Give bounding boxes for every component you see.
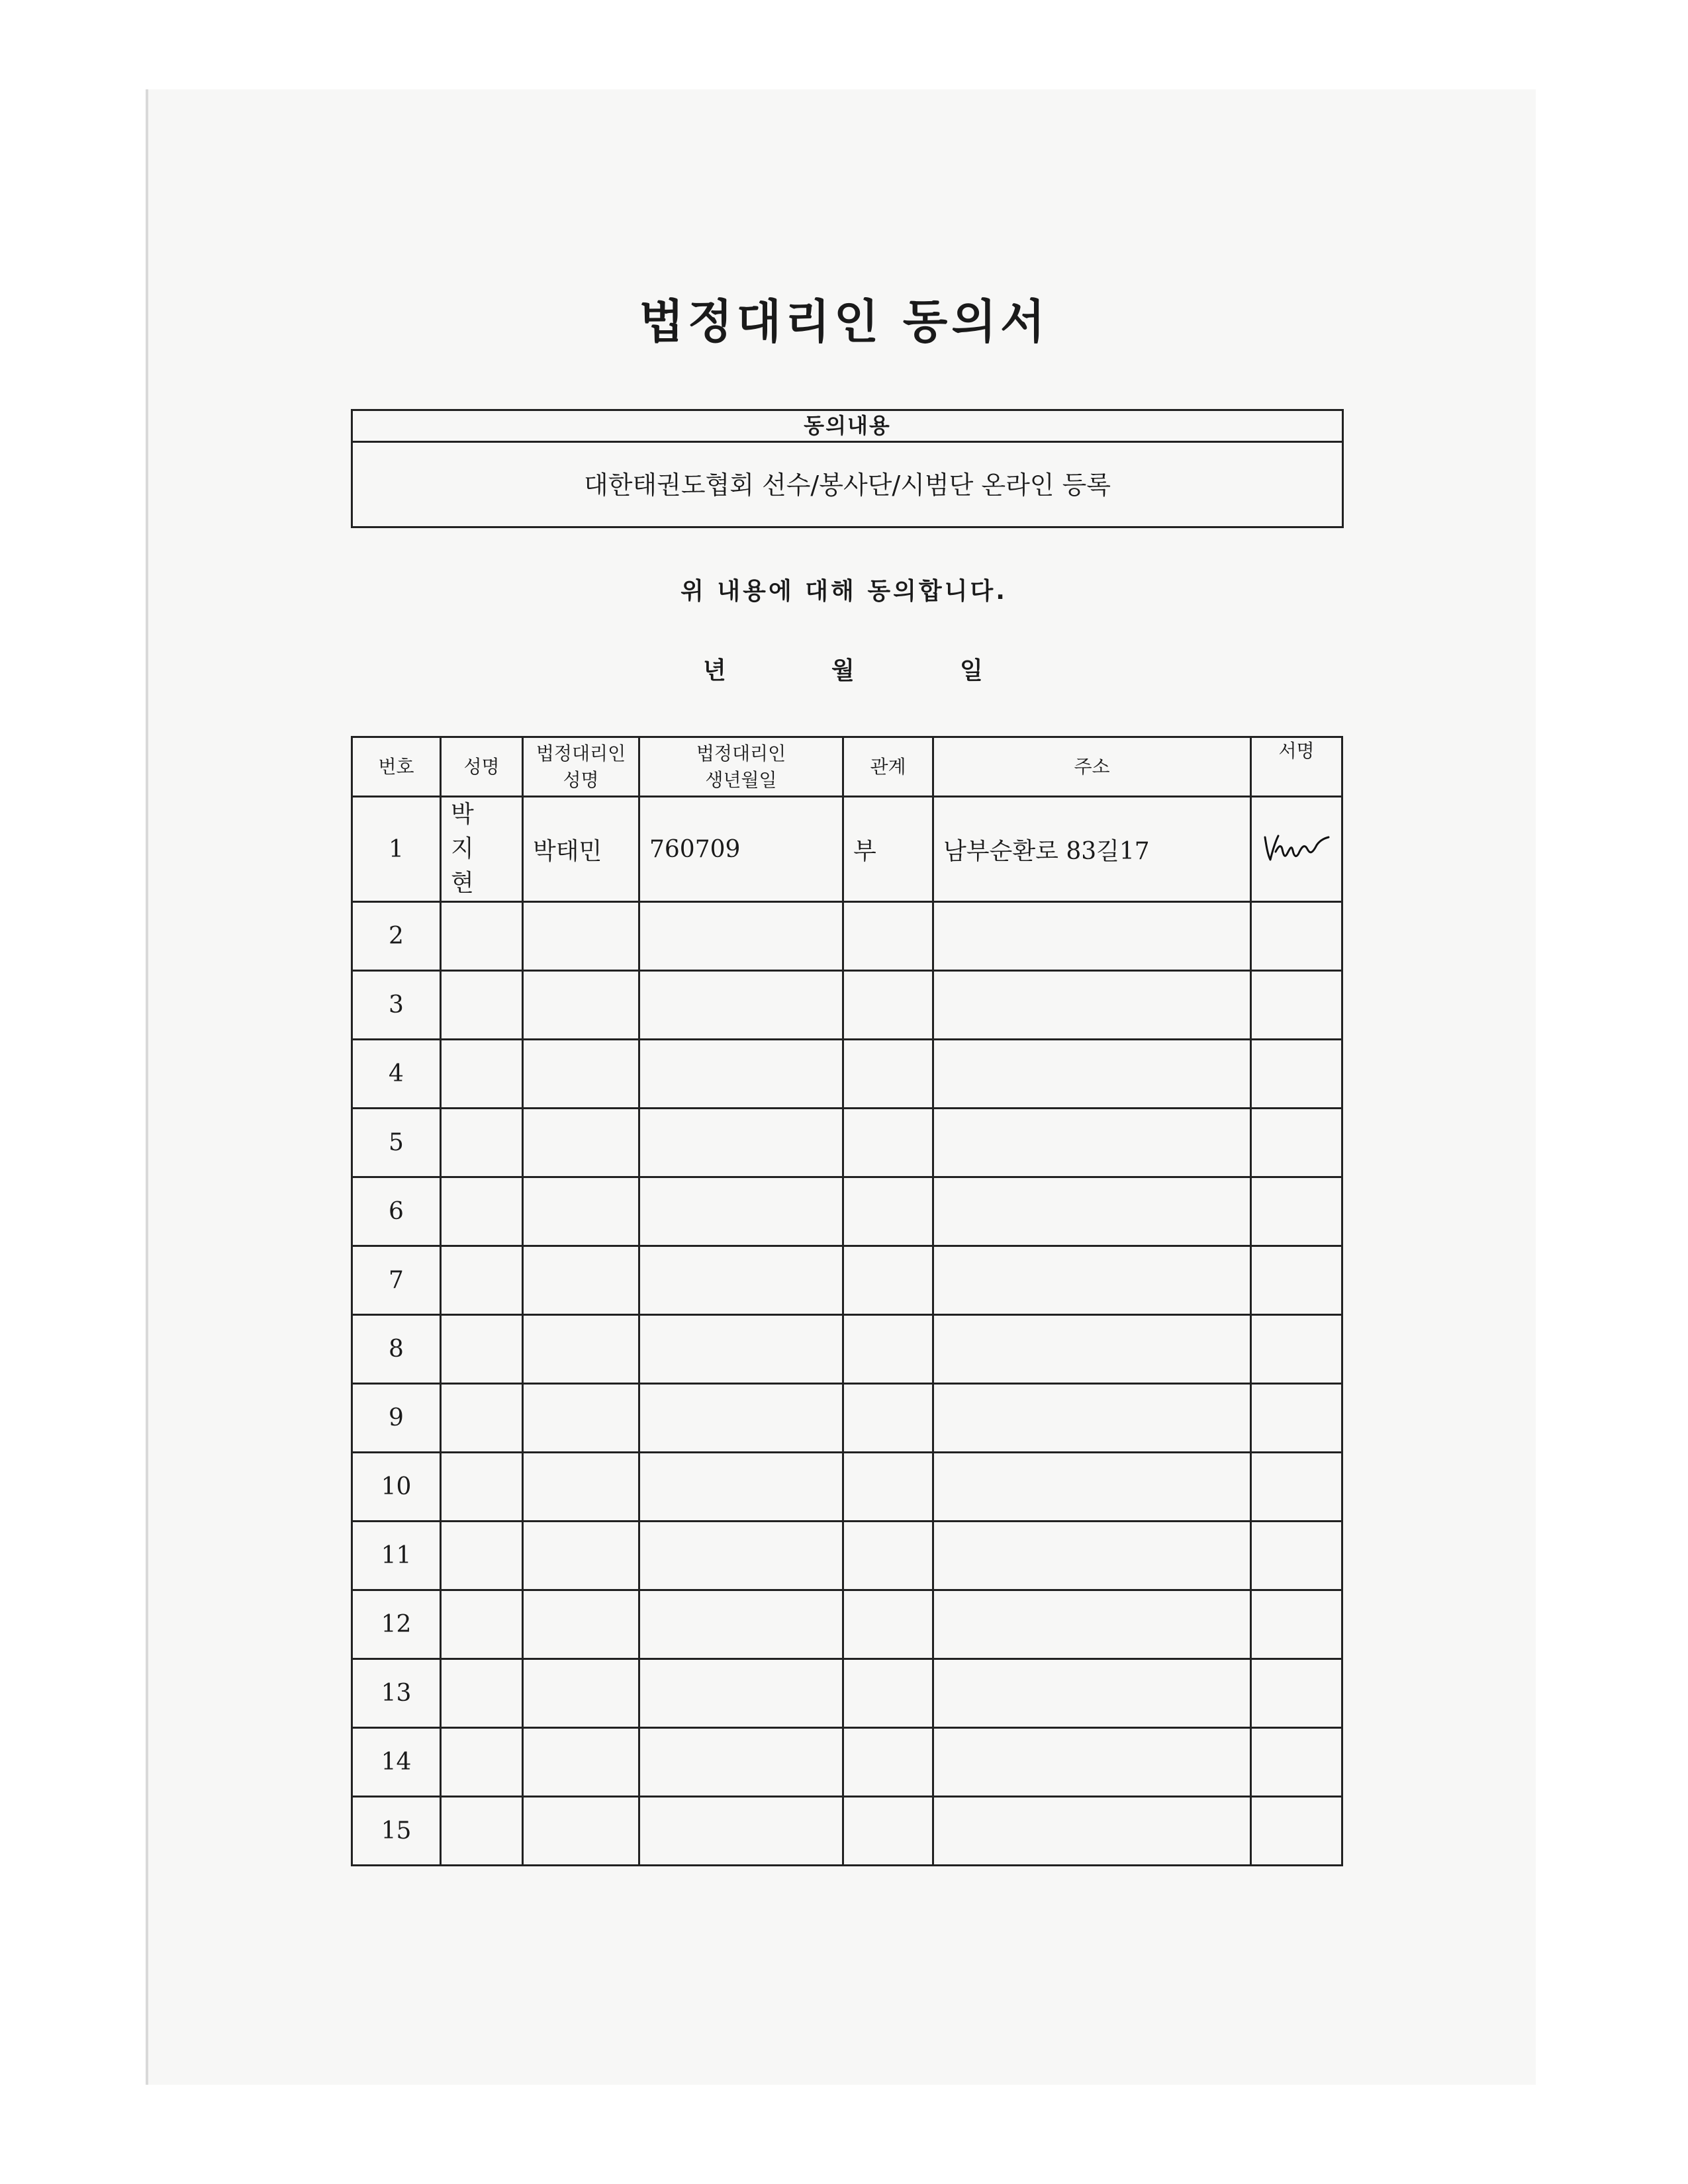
relation[interactable] [843,902,933,971]
guardian-roster-table [351,736,1343,1866]
row-number: 15 [352,1797,441,1866]
guardian-name[interactable] [523,1797,639,1866]
relation[interactable] [843,1177,933,1246]
guardian-birthdate[interactable] [639,1040,843,1109]
relation[interactable] [843,1109,933,1177]
header-guardian-name-line1: 법정대리인 [536,742,626,764]
guardian-birthdate[interactable] [639,971,843,1040]
relation: 부 [843,797,933,902]
guardian-name[interactable] [523,1040,639,1109]
guardian-name[interactable] [523,1315,639,1384]
guardian-name[interactable] [523,1109,639,1177]
signature-cell[interactable] [1251,1659,1342,1728]
header-guardian-name-line2: 성명 [563,768,599,791]
address[interactable] [933,1797,1251,1866]
signature-cell[interactable] [1251,971,1342,1040]
header-guardian-birth-line2: 생년월일 [705,768,777,791]
student-name-line1: 박 지 [451,801,486,862]
header-guardian-name [523,737,639,797]
address[interactable] [933,1315,1251,1384]
student-name [441,797,523,902]
signature-cell[interactable] [1251,1177,1342,1246]
student-name[interactable] [441,1590,523,1659]
relation[interactable] [843,1522,933,1590]
signature-cell[interactable] [1251,1453,1342,1522]
row-number: 11 [352,1522,441,1590]
guardian-name[interactable] [523,902,639,971]
table-row [352,971,1342,1040]
address[interactable] [933,971,1251,1040]
table-row [352,797,1342,902]
row-number: 5 [352,1109,441,1177]
relation[interactable] [843,1590,933,1659]
handwritten-signature [1261,829,1334,869]
student-name[interactable] [441,1109,523,1177]
table-row [352,902,1342,971]
table-row [352,1522,1342,1590]
student-name[interactable] [441,1040,523,1109]
guardian-name[interactable] [523,1384,639,1453]
signature-cell[interactable] [1251,902,1342,971]
row-number: 12 [352,1590,441,1659]
row-number: 10 [352,1453,441,1522]
agree-statement: 위 내용에 대해 동의합니다. [680,578,1008,605]
date-month-label: 월 [831,657,855,684]
table-row [352,1315,1342,1384]
address[interactable] [933,1040,1251,1109]
header-name: 성명 [441,737,523,797]
table-row [352,1246,1342,1315]
address[interactable] [933,1246,1251,1315]
signature-cell[interactable] [1251,1246,1342,1315]
date-year-label: 년 [703,657,726,684]
guardian-birthdate[interactable] [639,1315,843,1384]
guardian-birthdate[interactable] [639,1659,843,1728]
header-address: 주소 [933,737,1251,797]
relation[interactable] [843,1315,933,1384]
student-name[interactable] [441,1728,523,1797]
guardian-birthdate[interactable] [639,1522,843,1590]
student-name-line2: 현 [451,870,486,897]
row-number: 7 [352,1246,441,1315]
table-row [352,1728,1342,1797]
signature-cell[interactable] [1251,1109,1342,1177]
signature-cell[interactable] [1251,1590,1342,1659]
relation[interactable] [843,1246,933,1315]
signature-cell[interactable] [1251,1522,1342,1590]
table-row [352,1659,1342,1728]
row-number: 4 [352,1040,441,1109]
student-name[interactable] [441,1797,523,1866]
table-row [352,1177,1342,1246]
signature-cell[interactable] [1251,1728,1342,1797]
address[interactable] [933,1522,1251,1590]
table-row [352,1109,1342,1177]
address[interactable] [933,1453,1251,1522]
row-number: 2 [352,902,441,971]
row-number: 1 [352,797,441,902]
table-row [352,1797,1342,1866]
row-number: 9 [352,1384,441,1453]
guardian-birthdate[interactable] [639,1109,843,1177]
student-name[interactable] [441,902,523,971]
student-name[interactable] [441,1453,523,1522]
table-row [352,1384,1342,1453]
guardian-birthdate[interactable] [639,1246,843,1315]
guardian-birthdate[interactable] [639,1384,843,1453]
signature-cell[interactable] [1251,1315,1342,1384]
header-signature: 서명 [1251,737,1342,797]
address[interactable] [933,1590,1251,1659]
address[interactable] [933,902,1251,971]
table-row [352,1590,1342,1659]
address: 남부순환로 83길17 [933,797,1251,902]
row-number: 8 [352,1315,441,1384]
guardian-birthdate[interactable] [639,1728,843,1797]
paper-edge [146,89,148,2085]
guardian-name[interactable] [523,1590,639,1659]
document-title: 법정대리인 동의서 [639,295,1049,349]
row-number: 13 [352,1659,441,1728]
guardian-birthdate[interactable] [639,1177,843,1246]
relation[interactable] [843,1728,933,1797]
guardian-name[interactable] [523,1659,639,1728]
header-guardian-birth-line1: 법정대리인 [696,742,786,764]
guardian-birthdate[interactable] [639,1590,843,1659]
student-name[interactable] [441,1177,523,1246]
header-relation: 관계 [843,737,933,797]
relation[interactable] [843,1040,933,1109]
header-guardian-birth [639,737,843,797]
student-name[interactable] [441,971,523,1040]
date-day-label: 일 [960,657,983,684]
relation[interactable] [843,1453,933,1522]
header-no: 번호 [352,737,441,797]
row-number: 3 [352,971,441,1040]
student-name[interactable] [441,1246,523,1315]
relation[interactable] [843,971,933,1040]
consent-body: 대한태권도협회 선수/봉사단/시범단 온라인 등록 [583,471,1111,500]
student-name[interactable] [441,1522,523,1590]
signature-cell[interactable] [1251,1797,1342,1866]
guardian-name[interactable] [523,971,639,1040]
guardian-name[interactable] [523,1522,639,1590]
guardian-birthdate[interactable] [639,902,843,971]
row-number: 6 [352,1177,441,1246]
guardian-name[interactable] [523,1728,639,1797]
table-row [352,1040,1342,1109]
address[interactable] [933,1659,1251,1728]
relation[interactable] [843,1659,933,1728]
guardian-name[interactable] [523,1177,639,1246]
table-header-row [352,737,1342,797]
row-number: 14 [352,1728,441,1797]
guardian-birthdate[interactable] [639,1453,843,1522]
guardian-name: 박태민 [523,797,639,902]
consent-header: 동의내용 [353,411,1342,443]
guardian-birthdate: 760709 [639,797,843,902]
address[interactable] [933,1109,1251,1177]
guardian-birthdate[interactable] [639,1797,843,1866]
relation[interactable] [843,1797,933,1866]
guardian-name[interactable] [523,1246,639,1315]
student-name[interactable] [441,1384,523,1453]
signature-cell[interactable] [1251,1040,1342,1109]
consent-box [351,409,1344,528]
signature-cell[interactable] [1251,1384,1342,1453]
signature-cell [1251,797,1342,902]
student-name[interactable] [441,1315,523,1384]
address[interactable] [933,1384,1251,1453]
guardian-name[interactable] [523,1453,639,1522]
student-name[interactable] [441,1659,523,1728]
relation[interactable] [843,1384,933,1453]
table-row [352,1453,1342,1522]
address[interactable] [933,1728,1251,1797]
address[interactable] [933,1177,1251,1246]
